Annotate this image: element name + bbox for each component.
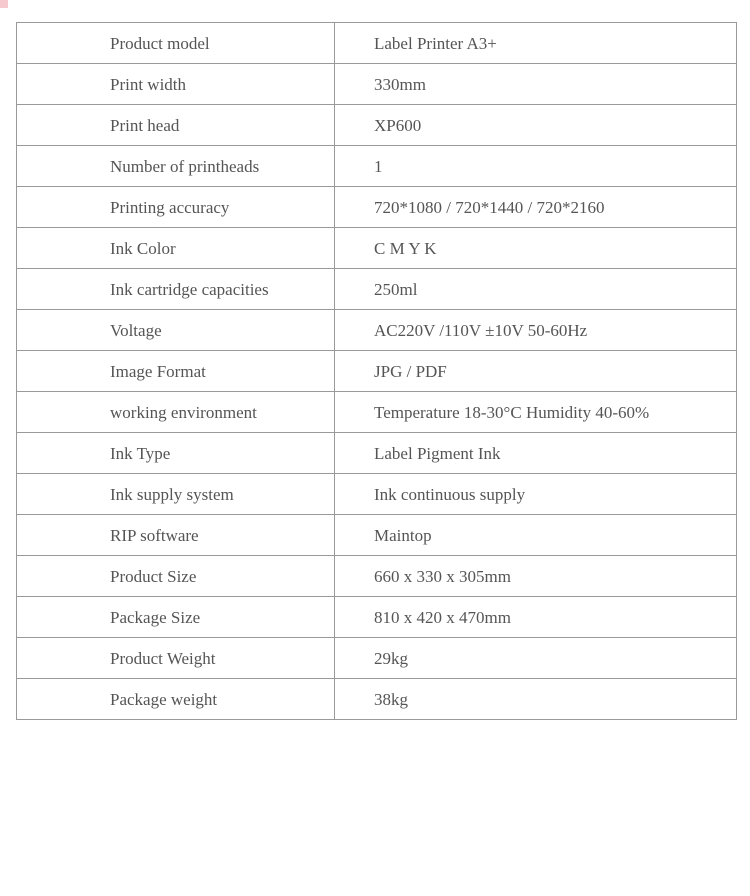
spec-label: Print head [17, 105, 335, 146]
spec-label: Ink cartridge capacities [17, 269, 335, 310]
spec-table-body [17, 23, 737, 720]
spec-value: 720*1080 / 720*1440 / 720*2160 [335, 187, 737, 228]
table-row [17, 269, 737, 310]
spec-value: Label Pigment Ink [335, 433, 737, 474]
spec-label: Product Size [17, 556, 335, 597]
spec-value: 1 [335, 146, 737, 187]
table-row [17, 146, 737, 187]
spec-label: Image Format [17, 351, 335, 392]
spec-label: Print width [17, 64, 335, 105]
table-row [17, 556, 737, 597]
spec-value: 810 x 420 x 470mm [335, 597, 737, 638]
table-row [17, 187, 737, 228]
spec-value: 660 x 330 x 305mm [335, 556, 737, 597]
spec-label: RIP software [17, 515, 335, 556]
spec-label: Ink Type [17, 433, 335, 474]
table-row [17, 105, 737, 146]
spec-table [16, 22, 737, 720]
table-row [17, 23, 737, 64]
table-row [17, 638, 737, 679]
corner-mark [0, 0, 8, 8]
spec-label: Product model [17, 23, 335, 64]
spec-label: Printing accuracy [17, 187, 335, 228]
spec-value: 250ml [335, 269, 737, 310]
spec-label: Number of printheads [17, 146, 335, 187]
table-row [17, 433, 737, 474]
spec-label: Ink supply system [17, 474, 335, 515]
spec-label: Voltage [17, 310, 335, 351]
spec-value: AC220V /110V ±10V 50-60Hz [335, 310, 737, 351]
spec-value: XP600 [335, 105, 737, 146]
spec-value: Maintop [335, 515, 737, 556]
spec-label: Ink Color [17, 228, 335, 269]
spec-label: Package Size [17, 597, 335, 638]
spec-value: C M Y K [335, 228, 737, 269]
table-row [17, 474, 737, 515]
spec-value: 330mm [335, 64, 737, 105]
table-row [17, 228, 737, 269]
spec-label: Package weight [17, 679, 335, 720]
table-row [17, 679, 737, 720]
spec-label: Product Weight [17, 638, 335, 679]
spec-label: working environment [17, 392, 335, 433]
table-row [17, 351, 737, 392]
table-row [17, 310, 737, 351]
table-row [17, 515, 737, 556]
table-row [17, 64, 737, 105]
spec-value: Label Printer A3+ [335, 23, 737, 64]
spec-value: Temperature 18-30°C Humidity 40-60% [335, 392, 737, 433]
spec-value: 38kg [335, 679, 737, 720]
table-row [17, 597, 737, 638]
table-row [17, 392, 737, 433]
spec-value: Ink continuous supply [335, 474, 737, 515]
spec-value: 29kg [335, 638, 737, 679]
spec-value: JPG / PDF [335, 351, 737, 392]
